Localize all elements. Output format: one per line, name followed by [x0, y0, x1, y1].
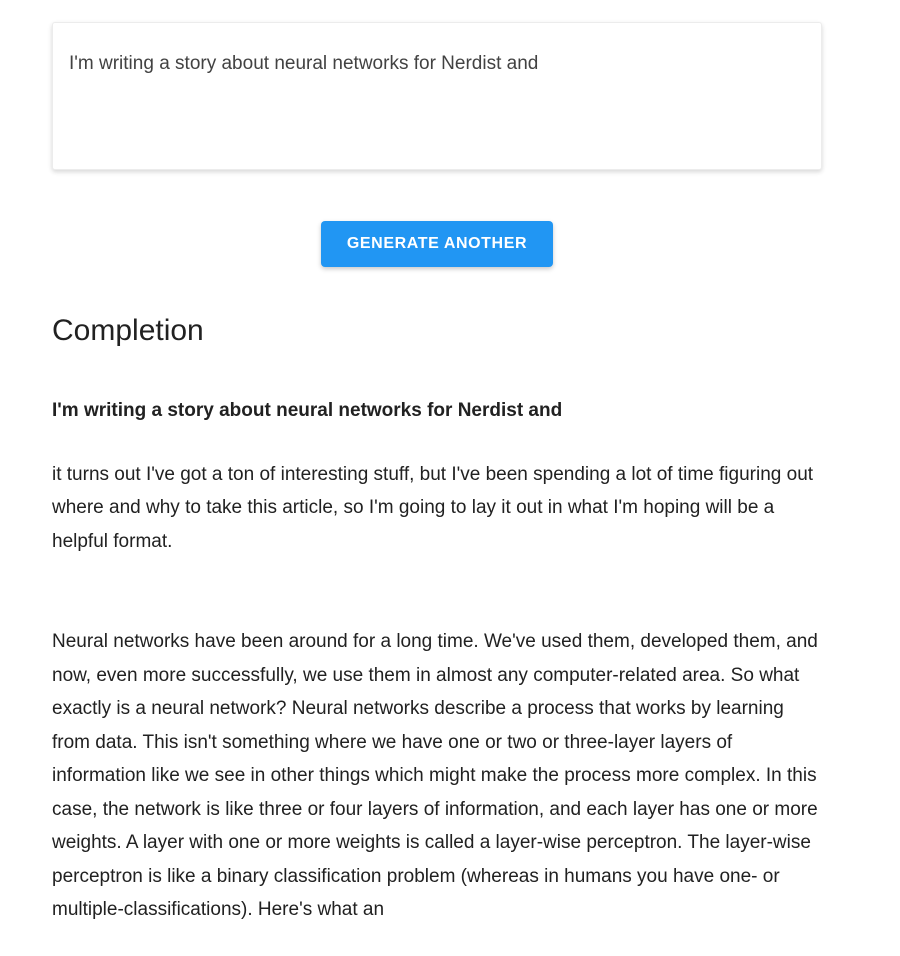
prompt-input[interactable] [52, 22, 822, 170]
completion-paragraph: it turns out I've got a ton of interesting stuff, but I've been spending a lot of time figuring out where and why to take this article, so I'm going to lay it out in what I'm hoping will be a helpful format. [52, 463, 814, 552]
button-row [52, 221, 822, 267]
generate-another-button[interactable]: GENERATE ANOTHER [321, 221, 553, 267]
completion-body [52, 394, 822, 927]
completion-heading: Completion [52, 314, 204, 347]
completion-prompt-text: I'm writing a story about neural networks for Nerdist and [52, 400, 563, 421]
completion-paragraph: Neural networks have been around for a long time. We've used them, developed them, and now, even more successfully, we use them in almost any computer-related area. So what exactly is a neural network? Neural networks describe a process that works by learning from data. This isn't something where we have one or two or three-layer layers of information like we see in other things which might make the process more complex. In this case, the network is like three or four layers of information, and each layer has one or more weights. A layer with one or more weights is called a layer-wise perceptron. The layer-wise perceptron is like a binary classification problem (whereas in humans you have one- or multiple-classifications). Here's what an [52, 631, 818, 920]
